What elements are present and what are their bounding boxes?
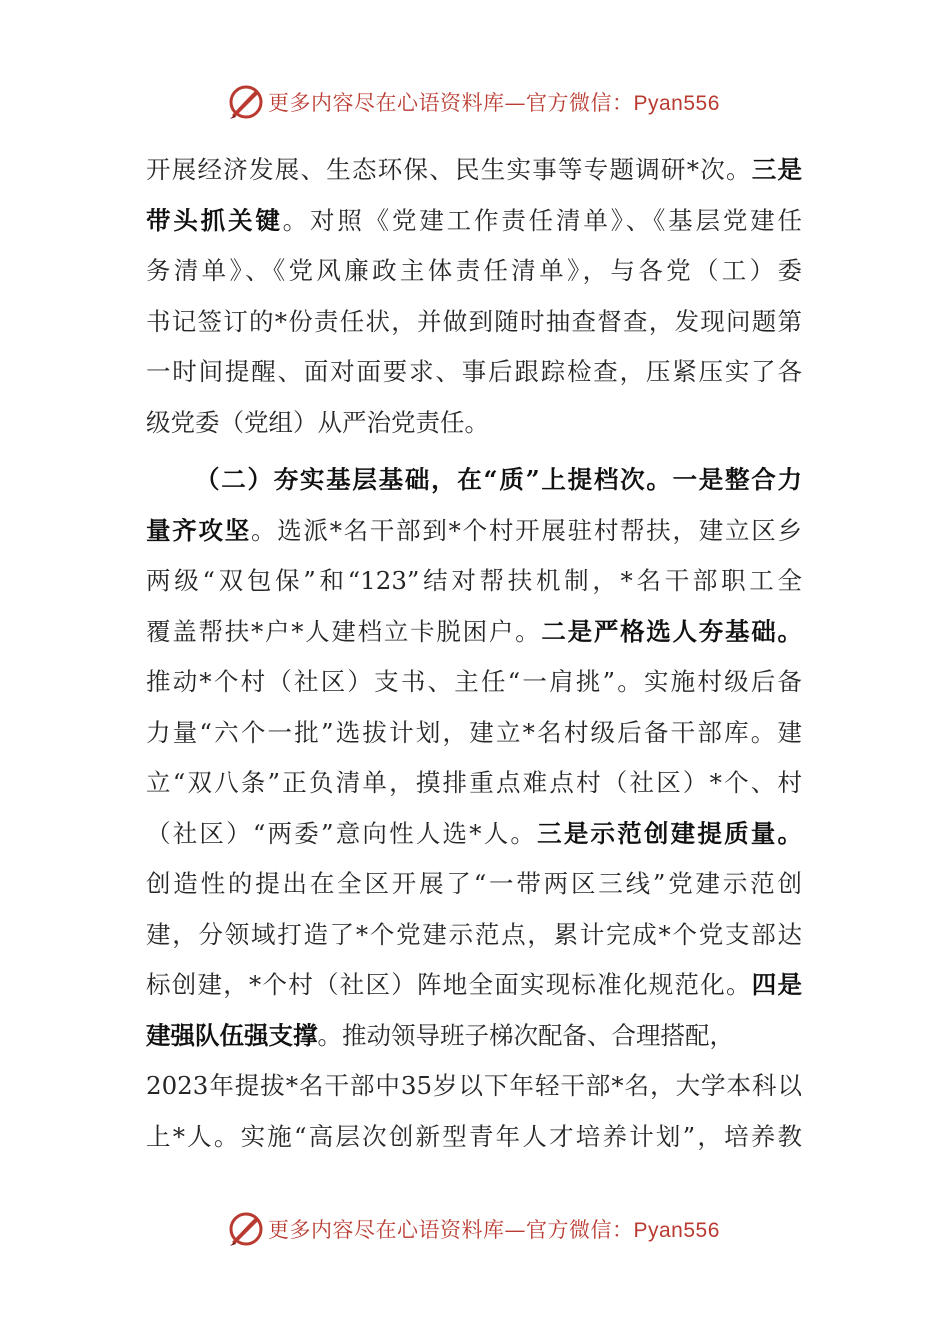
text-line: （社区）“两委”意向性人选*人。三是示范创建提质量。 [146,818,802,848]
text-line: 创造性的提出在全区开展了“一带两区三线”党建示范创 [146,869,802,898]
banner-text: 更多内容尽在心语资料库—官方微信：Pyan556 [268,1218,720,1242]
paragraph [146,455,802,1162]
text-line: 标创建，*个村（社区）阵地全面实现标准化规范化。四是 [146,970,802,999]
text-line: 量齐攻坚。选派*名干部到*个村开展驻村帮扶，建立区乡 [146,515,802,545]
text-line: 开展经济发展、生态环保、民生实事等专题调研*次。三是 [146,155,802,184]
text-line: 建强队伍强支撑。推动领导班子梯次配备、合理搭配， [146,1020,734,1050]
banner-text: 更多内容尽在心语资料库—官方微信：Pyan556 [268,91,720,115]
text-line: 上*人。实施“高层次创新型青年人才培养计划”，培养教 [146,1121,802,1151]
text-line: 推动*个村（社区）支书、主任“一肩挑”。实施村级后备 [146,667,802,696]
document-body [146,145,802,1162]
text-line: 2023年提拔*名干部中35岁以下年轻干部*名，大学本科以 [146,1071,802,1100]
header-banner [226,80,746,124]
paragraph [146,145,802,448]
text-line: 务清单》、《党风廉政主体责任清单》，与各党（工）委 [146,256,802,285]
text-line: 建，分领域打造了*个党建示范点，累计完成*个党支部达 [146,919,802,949]
text-line: 力量“六个一批”选拔计划，建立*名村级后备干部库。建 [146,717,802,747]
text-line: 书记签订的*份责任状，并做到随时抽查督查，发现问题第 [146,306,802,336]
footer-banner [226,1207,746,1251]
section-heading-line: （二）夯实基层基础，在“质”上提档次。一是整合力 [195,465,802,494]
text-line: 级党委（党组）从严治党责任。 [146,407,489,437]
text-line: 立“双八条”正负清单，摸排重点难点村（社区）*个、村 [146,768,802,797]
text-line: 两级“双包保”和“123”结对帮扶机制，*名干部职工全 [146,566,802,595]
text-line: 带头抓关键。对照《党建工作责任清单》、《基层党建任 [146,205,802,235]
pen-logo-icon [226,1209,266,1249]
text-line: 一时间提醒、面对面要求、事后跟踪检查，压紧压实了各 [146,357,802,386]
text-line: 覆盖帮扶*户*人建档立卡脱困户。二是严格选人夯基础。 [146,616,802,646]
pen-logo-icon [226,82,266,122]
